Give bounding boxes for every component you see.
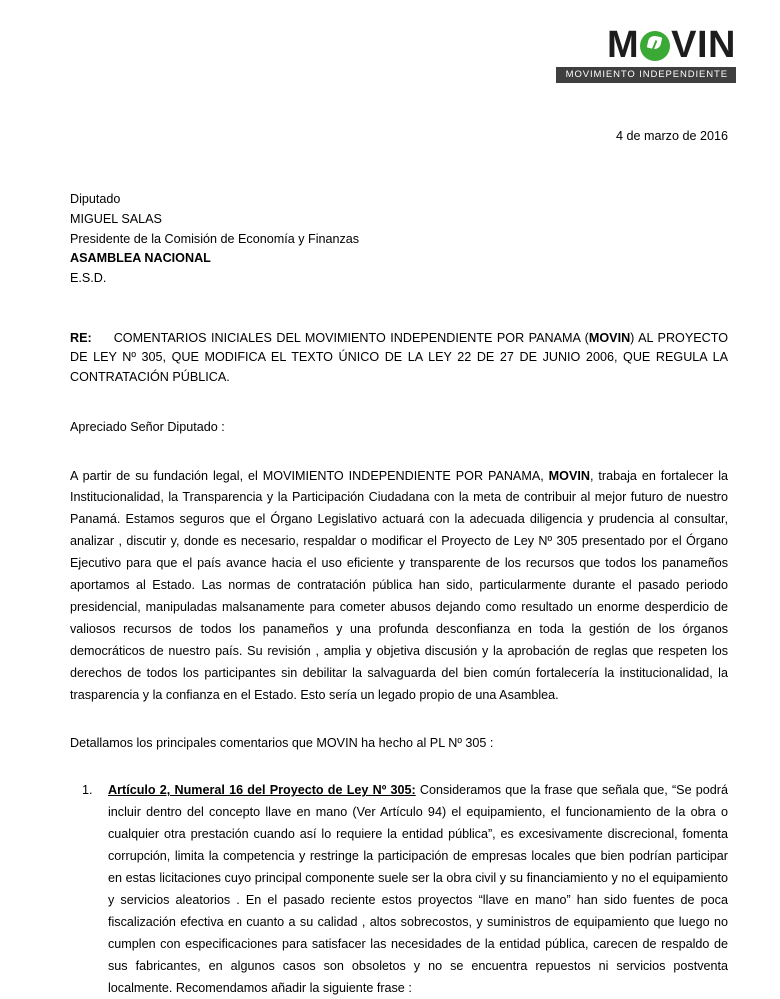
brand-prefix: M: [606, 24, 640, 66]
paragraph-intro-b: , trabaja en fortalecer la Institucionalidad, la Transparencia y la Participación Ciudadana con la meta de contribuir al mejor futuro de nuestro Panamá. Estamos seguros que el Órgano Legislativo actuará con la adecuada diligencia y prudencia al consultar, analizar , discutir y, donde es necesario, respaldar o modificar el Proyecto de Ley Nº 305 presentado por el Órgano Ejecutivo para que el país avance hacia el uso eficiente y transparente de los recursos que todos los panameños aportamos al Estado. Las normas de contratación pública han sido, particularmente durante el pasado periodo presidencial, manipuladas malsanamente para cometer abusos dejando como resultado un enorme desperdicio de valiosos recursos de todos los panameños y una profunda desconfianza en toda la gestión de los órganos democráticos de nuestro país. Su revisión , amplia y objetiva discusión y la aprobación de reglas que respeten los derechos de todos los participantes sin debilitar la salvaguarda del bien común fortalecería la institucionalidad, la trasparencia y la confianza en el Estado. Esto sería un legado propio de una Asamblea.: [70, 468, 729, 702]
letterhead-logo: [556, 26, 736, 83]
subject-line: [70, 329, 728, 388]
comments-list: [70, 780, 728, 999]
paragraph-intro-a: A partir de su fundación legal, el MOVIMIENTO INDEPENDIENTE POR PANAMA,: [70, 468, 549, 483]
list-item-marker: 1.: [82, 783, 93, 798]
addressee-esd: E.S.D.: [70, 270, 107, 285]
list-item-body: Consideramos que la frase que señala que, “Se podrá incluir dentro del concepto llave en mano (Ver Artículo 94) el equipamiento, el funcionamiento de la obra o cualquier otra prestación cuando así lo requiere la entidad pública”, es excesivamente discrecional, fomenta corrupción, limita la competencia y restringe la participación de empresas locales que bien podrían participar en estas licitaciones cuyo principal componente suele ser la obra civil y su financiamiento y no el equipamiento y servicios aleatorios . En el pasado reciente estos proyectos “llave en mano” han sido fuentes de poca fiscalización efectiva en cuanto a su calidad , altos sobrecostos, y suministros de equipamiento que luego no cumplen con especificaciones para satisfacer las necesidades de la entidad pública, carecen de respaldo de sus fabricantes, en algunos casos son obsoletos y no se encuentra repuestos ni servicios postventa localmente. Recomendamos añadir la siguiente frase :: [108, 783, 728, 995]
addressee-position: Presidente de la Comisión de Economía y Finanzas: [70, 231, 360, 246]
letter-body: [70, 126, 728, 999]
list-item-title: Artículo 2, Numeral 16 del Proyecto de Ley Nº 305:: [108, 783, 416, 798]
addressee-title: Diputado: [70, 192, 121, 207]
paragraph-detail-lead: Detallamos los principales comentarios que MOVIN ha hecho al PL Nº 305 :: [70, 735, 494, 750]
paragraph-intro-movin: MOVIN: [548, 468, 590, 483]
list-item: [82, 780, 728, 999]
subject-label: RE:: [70, 330, 92, 345]
subject-text-b: ) AL PROYECTO DE LEY Nº 305, QUE MODIFICA EL TEXTO ÚNICO DE LA LEY 22 DE 27 DE JUNIO 2006, QUE REGULA LA CONTRATACIÓN PÚBLICA.: [70, 330, 728, 384]
leaf-icon: [640, 31, 670, 61]
brand-wordmark: [607, 26, 736, 64]
subject-text-movin: MOVIN: [588, 330, 631, 345]
addressee-name: MIGUEL SALAS: [70, 212, 162, 227]
subject-text-a: COMENTARIOS INICIALES DEL MOVIMIENTO INDEPENDIENTE POR PANAMA (: [113, 330, 589, 345]
addressee-institution: ASAMBLEA NACIONAL: [70, 251, 211, 266]
letter-date: 4 de marzo de 2016: [615, 129, 728, 143]
salutation: Apreciado Señor Diputado :: [70, 420, 225, 435]
paragraph-intro: [70, 466, 728, 707]
brand-suffix: VIN: [671, 24, 736, 66]
brand-tagline: MOVIMIENTO INDEPENDIENTE: [556, 67, 736, 83]
addressee-block: [70, 190, 728, 288]
